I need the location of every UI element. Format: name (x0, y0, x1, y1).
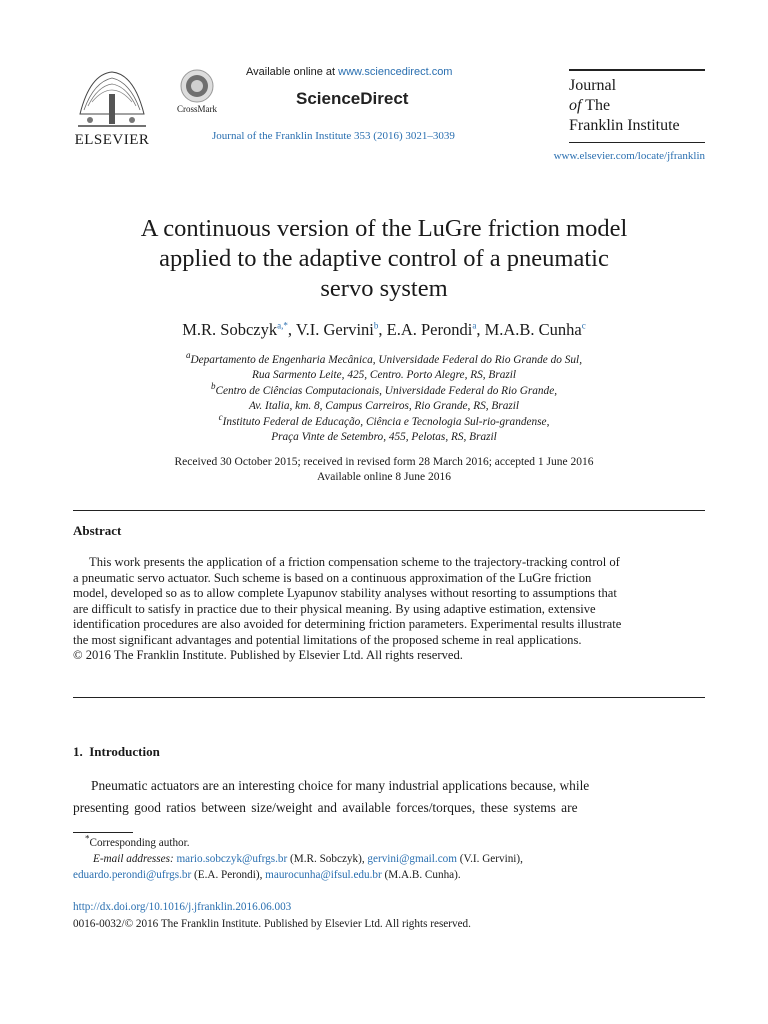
email-link[interactable]: mario.sobczyk@ufrgs.br (176, 852, 288, 865)
affiliation-line: Praça Vinte de Setembro, 455, Pelotas, RS, Brazil (271, 431, 497, 444)
abstract-line: model, developed so as to allow complete Lyapunov stability analyses without resorting to assumptions that (73, 586, 617, 600)
author-name: E.A. Perondi (386, 320, 473, 339)
paper-title-line2: applied to the adaptive control of a pneumatic (159, 245, 609, 272)
crossmark-label: CrossMark (177, 104, 217, 114)
elsevier-logo (70, 64, 154, 148)
email-owner: (M.R. Sobczyk), (287, 852, 368, 865)
journal-title-line1: Journal (569, 77, 617, 94)
dates (60, 455, 708, 485)
journal-citation[interactable]: Journal of the Franklin Institute 353 (2016) 3021–3039 (212, 130, 455, 142)
footnotes (73, 833, 705, 883)
affiliations (60, 350, 708, 445)
author-affiliation-sup[interactable]: a, (277, 320, 284, 331)
footnote-rule (73, 832, 133, 833)
affiliation-sup: c (218, 411, 223, 422)
abstract-rule-top (73, 510, 705, 511)
abstract-heading: Abstract (73, 523, 122, 538)
abstract-rule-bottom (73, 697, 705, 698)
email-line (73, 868, 705, 884)
affiliation-text: Departamento de Engenharia Mecânica, Universidade Federal do Rio Grande do Sul, (190, 354, 583, 366)
footnote-star: * (85, 833, 90, 844)
email-link[interactable]: eduardo.perondi@ufrgs.br (73, 868, 192, 881)
author-list (60, 320, 708, 340)
affiliation-text: Instituto Federal de Educação, Ciência e Tecnologia Sul-rio-grandense, (222, 415, 550, 428)
affiliation-line (60, 381, 708, 399)
paper-title-line3: servo system (320, 275, 448, 302)
journal-title-line3: Franklin Institute (569, 117, 680, 134)
journal-title (569, 76, 680, 136)
affiliation-sup: b (210, 381, 216, 392)
corresponding-author-star[interactable]: * (283, 320, 288, 331)
abstract-copyright: © 2016 The Franklin Institute. Published by Elsevier Ltd. All rights reserved. (73, 648, 463, 662)
sciencedirect-wordmark: ScienceDirect (296, 89, 409, 108)
available-online-date: Available online 8 June 2016 (317, 471, 451, 483)
journal-rule-top (569, 69, 705, 71)
corresponding-note (73, 833, 705, 852)
affiliation-line (60, 411, 708, 430)
abstract-line: identification procedures are also avoided for determining friction parameters. Experimental results illustrate (73, 617, 622, 631)
intro-line: Pneumatic actuators are an interesting choice for many industrial applications because, while (91, 778, 590, 793)
affiliation-line: Av. Italia, km. 8, Campus Carreiros, Rio Grande, RS, Brazil (248, 400, 520, 413)
crossmark-badge[interactable] (171, 68, 223, 118)
paper-title-line1: A continuous version of the LuGre friction model (140, 215, 628, 242)
email-owner: (M.A.B. Cunha). (381, 868, 461, 881)
intro-line: presenting good ratios between size/weight and available forces/torques, these systems are (73, 800, 578, 815)
journal-url[interactable]: www.elsevier.com/locate/jfranklin (553, 150, 705, 162)
abstract-line: This work presents the application of a friction compensation scheme to the trajectory-tracking control of (89, 555, 620, 569)
email-label: E-mail addresses: (93, 852, 177, 865)
available-online-label: Available online at (246, 66, 339, 78)
email-owner: (E.A. Perondi), (191, 868, 266, 881)
elsevier-tree-icon (70, 64, 154, 134)
author-separator: , (476, 320, 485, 339)
author-name: M.A.B. Cunha (484, 320, 582, 339)
sciencedirect-link[interactable]: www.sciencedirect.com (338, 66, 453, 78)
email-line (73, 852, 705, 868)
available-online (246, 66, 452, 78)
journal-the: The (581, 97, 611, 114)
abstract-line: a pneumatic servo actuator. Such scheme is based on a continuous approximation of the LuGre friction (73, 570, 592, 585)
crossmark-icon (171, 68, 223, 104)
author-name: M.R. Sobczyk (182, 320, 278, 339)
email-owner: (V.I. Gervini), (456, 852, 523, 865)
received-dates: Received 30 October 2015; received in revised form 28 March 2016; accepted 1 June 2016 (174, 456, 594, 468)
author-affiliation-sup[interactable]: a (472, 320, 477, 331)
author-affiliation-sup[interactable]: c (581, 320, 586, 331)
elsevier-wordmark: ELSEVIER (74, 132, 150, 148)
journal-title-line2 (569, 96, 680, 116)
issn-line: 0016-0032/© 2016 The Franklin Institute. Published by Elsevier Ltd. All rights reserved. (73, 918, 471, 930)
intro-body (73, 775, 705, 819)
doi-block (73, 899, 705, 933)
journal-rule-bottom (569, 142, 705, 143)
abstract-line: the most significant advantages and potential limitations of the proposed scheme in real applications. (73, 632, 582, 647)
email-link[interactable]: maurocunha@ifsul.edu.br (265, 868, 382, 881)
author-affiliation-sup[interactable]: b (373, 320, 379, 331)
section-heading: 1. Introduction (73, 744, 160, 759)
paper-title (60, 214, 708, 304)
abstract-line: are difficult to satisfy in practice due to their physical meaning. By using adaptive estimation, extensive (73, 601, 596, 616)
affiliation-line: Rua Sarmento Leite, 425, Centro. Porto Alegre, RS, Brazil (251, 369, 517, 382)
affiliation-line (60, 350, 708, 368)
affiliation-text: Centro de Ciências Computacionais, Universidade Federal do Rio Grande, (215, 384, 558, 397)
abstract-body (73, 555, 705, 664)
author-separator: , (287, 320, 296, 339)
doi-link[interactable]: http://dx.doi.org/10.1016/j.jfranklin.2016.06.003 (73, 901, 292, 913)
author-separator: , (378, 320, 387, 339)
corresponding-text: Corresponding author. (89, 837, 190, 849)
journal-of: of (569, 97, 582, 114)
email-link[interactable]: gervini@gmail.com (367, 852, 457, 865)
affiliation-sup: a (185, 350, 191, 361)
author-name: V.I. Gervini (295, 320, 374, 339)
